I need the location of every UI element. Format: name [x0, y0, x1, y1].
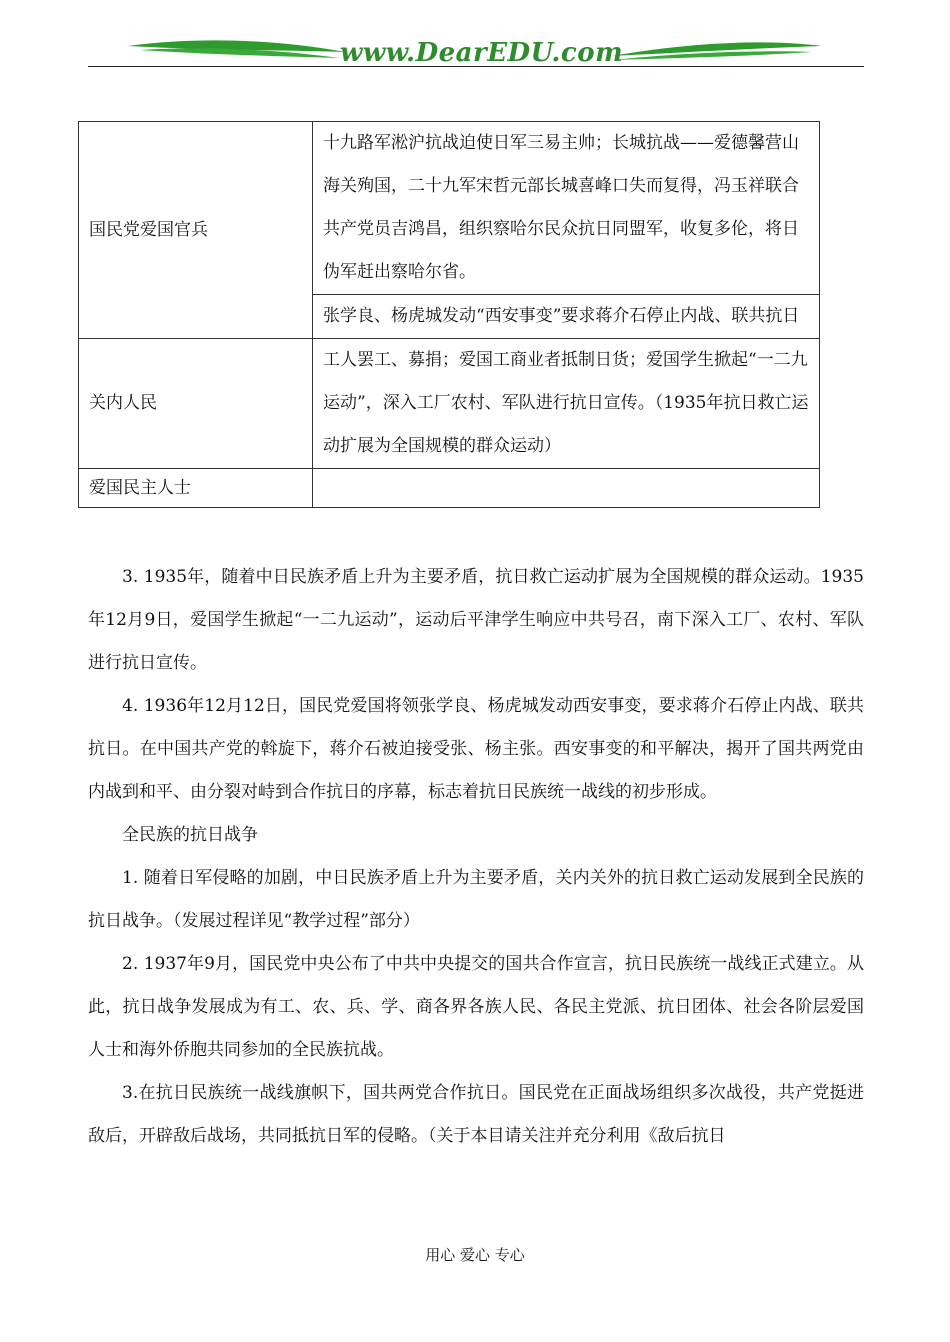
paragraph: 2. 1937年9月，国民党中央公布了中共中央提交的国共合作宣言，抗日民族统一战线正式建立。从此，抗日战争发展成为有工、农、兵、学、商各界各族人民、各民主党派、抗日团体、社会各阶层爱国人士和海外侨胞共同参加的全民族抗战。	[88, 954, 864, 1060]
paragraph: 1. 随着日军侵略的加剧，中日民族矛盾上升为主要矛盾，关内关外的抗日救亡运动发展到全民族的抗日战争。（发展过程详见“教学过程”部分）	[88, 868, 864, 931]
row-label: 关内人民	[79, 339, 313, 469]
row-label: 国民党爱国官兵	[79, 122, 313, 339]
section-heading: 全民族的抗日战争	[122, 825, 258, 845]
row-content: 张学良、杨虎城发动“西安事变”要求蒋介石停止内战、联共抗日	[313, 295, 820, 339]
resistance-table	[78, 121, 820, 508]
row-content	[313, 469, 820, 508]
paragraph: 3. 1935年，随着中日民族矛盾上升为主要矛盾，抗日救亡运动扩展为全国规模的群众运动。1935年12月9日，爱国学生掀起“一二九运动”，运动后平津学生响应中共号召，南下深入工厂、农村、军队进行抗日宣传。	[88, 567, 864, 673]
row-content: 工人罢工、募捐；爱国工商业者抵制日货；爱国学生掀起“一二九运动”，深入工厂农村、军队进行抗日宣传。（1935年抗日救亡运动扩展为全国规模的群众运动）	[313, 339, 820, 469]
row-content: 十九路军淞沪抗战迫使日军三易主帅；长城抗战——爱德馨营山海关殉国，二十九军宋哲元部长城喜峰口失而复得，冯玉祥联合共产党员吉鸿昌，组织察哈尔民众抗日同盟军，收复多伦，将日伪军赶出察哈尔省。	[313, 122, 820, 295]
table-row	[79, 469, 820, 508]
site-logo: www.DearEDU.com	[340, 38, 624, 68]
body-text	[88, 556, 864, 1158]
table-row	[79, 339, 820, 469]
row-label: 爱国民主人士	[79, 469, 313, 508]
table-row	[79, 122, 820, 295]
header-rule	[88, 66, 864, 67]
paragraph: 4. 1936年12月12日，国民党爱国将领张学良、杨虎城发动西安事变，要求蒋介石停止内战、联共抗日。在中国共产党的斡旋下，蒋介石被迫接受张、杨主张。西安事变的和平解决，揭开了国共两党由内战到和平、由分裂对峙到合作抗日的序幕，标志着抗日民族统一战线的初步形成。	[88, 696, 864, 802]
paragraph: 3.在抗日民族统一战线旗帜下，国共两党合作抗日。国民党在正面战场组织多次战役，共产党挺进敌后，开辟敌后战场，共同抵抗日军的侵略。（关于本目请关注并充分利用《敌后抗日	[88, 1083, 864, 1146]
page-footer: 用心 爱心 专心	[425, 1246, 525, 1264]
page-header	[0, 0, 950, 80]
